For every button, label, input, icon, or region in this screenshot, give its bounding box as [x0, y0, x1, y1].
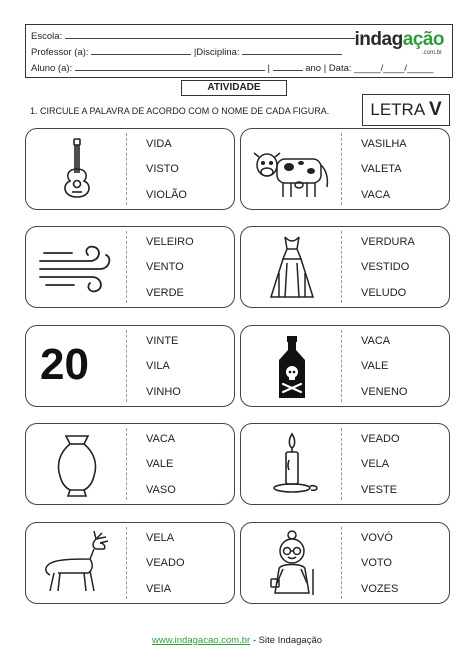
word-option[interactable]: VERDURA	[361, 236, 415, 248]
card-divider	[341, 428, 342, 500]
site-logo	[355, 29, 444, 51]
guitar-icon	[34, 135, 120, 203]
footer	[0, 635, 474, 646]
year-field[interactable]	[273, 61, 303, 71]
card-divider	[126, 428, 127, 500]
student-field[interactable]	[75, 61, 265, 71]
cow-icon	[249, 135, 335, 203]
student-label: Aluno (a):	[31, 63, 73, 74]
number-twenty: 20	[40, 340, 89, 389]
word-option[interactable]: VASILHA	[361, 138, 407, 150]
word-option[interactable]: VISTO	[146, 163, 179, 175]
logo-subtext: .com.br	[421, 50, 442, 56]
word-option[interactable]: VACA	[361, 335, 391, 347]
teacher-label: Professor (a):	[31, 47, 89, 58]
word-option[interactable]: VACA	[146, 433, 176, 445]
vase-icon	[34, 430, 120, 498]
student-line	[31, 61, 433, 74]
word-option[interactable]: VILA	[146, 360, 170, 372]
card-guitar	[25, 128, 235, 210]
card-cow	[240, 128, 450, 210]
card-deer	[25, 522, 235, 604]
word-option[interactable]: VESTIDO	[361, 261, 410, 273]
year-separator: |	[267, 63, 270, 74]
word-option[interactable]: VEADO	[146, 557, 185, 569]
word-option[interactable]: VIOLÃO	[146, 189, 187, 201]
word-option[interactable]: VERDE	[146, 287, 184, 299]
footer-text: - Site Indagação	[250, 635, 323, 646]
card-divider	[126, 330, 127, 402]
activity-title: ATIVIDADE	[181, 80, 287, 96]
teacher-field[interactable]	[91, 45, 191, 55]
word-option[interactable]: VALE	[146, 458, 174, 470]
word-option[interactable]: VINTE	[146, 335, 179, 347]
dress-icon	[249, 233, 335, 301]
deer-icon	[34, 529, 120, 597]
logo-text-right: ação	[402, 29, 444, 50]
letter-badge	[362, 94, 450, 126]
letter-badge-letter: V	[428, 99, 442, 120]
card-divider	[126, 231, 127, 303]
card-vase	[25, 423, 235, 505]
word-option[interactable]: VENENO	[361, 386, 408, 398]
poison-bottle-icon	[249, 332, 335, 400]
word-option[interactable]: VACA	[361, 189, 391, 201]
card-divider	[341, 527, 342, 599]
word-option[interactable]: VENTO	[146, 261, 184, 273]
card-divider	[126, 527, 127, 599]
word-option[interactable]: VELEIRO	[146, 236, 194, 248]
logo-text-left: indag	[354, 29, 403, 50]
school-label: Escola:	[31, 31, 63, 42]
subject-label: |Disciplina:	[193, 47, 240, 58]
candle-icon	[249, 430, 335, 498]
card-dress	[240, 226, 450, 308]
grandmother-icon	[249, 529, 335, 597]
year-date-label: ano | Data:	[305, 63, 352, 74]
teacher-line	[31, 45, 342, 58]
card-candle	[240, 423, 450, 505]
word-option[interactable]: VEADO	[361, 433, 400, 445]
card-wind	[25, 226, 235, 308]
letter-badge-prefix: LETRA	[370, 100, 425, 119]
card-poison	[240, 325, 450, 407]
word-option[interactable]: VELA	[361, 458, 390, 470]
word-option[interactable]: VINHO	[146, 386, 181, 398]
school-line	[31, 29, 355, 42]
subject-field[interactable]	[242, 45, 342, 55]
card-divider	[341, 330, 342, 402]
wind-icon	[34, 233, 120, 301]
word-option[interactable]: VELUDO	[361, 287, 407, 299]
word-option[interactable]: VOTO	[361, 557, 392, 569]
word-option[interactable]: VALE	[361, 360, 389, 372]
date-field[interactable]: _____/____/_____	[354, 63, 434, 74]
card-divider	[126, 133, 127, 205]
school-field[interactable]	[65, 29, 355, 39]
instruction-text: 1. CIRCULE A PALAVRA DE ACORDO COM O NOME DE CADA FIGURA.	[30, 106, 330, 116]
word-option[interactable]: VALETA	[361, 163, 402, 175]
word-option[interactable]: VEIA	[146, 583, 172, 595]
word-option[interactable]: VELA	[146, 532, 175, 544]
card-twenty	[25, 325, 235, 407]
footer-link[interactable]: www.indagacao.com.br	[151, 635, 251, 646]
card-divider	[341, 231, 342, 303]
card-divider	[341, 133, 342, 205]
word-option[interactable]: VOVÓ	[361, 532, 393, 544]
word-option[interactable]: VASO	[146, 484, 176, 496]
card-grandmother	[240, 522, 450, 604]
word-option[interactable]: VIDA	[146, 138, 172, 150]
word-option[interactable]: VOZES	[361, 583, 399, 595]
header-box	[25, 24, 453, 78]
word-option[interactable]: VESTE	[361, 484, 398, 496]
